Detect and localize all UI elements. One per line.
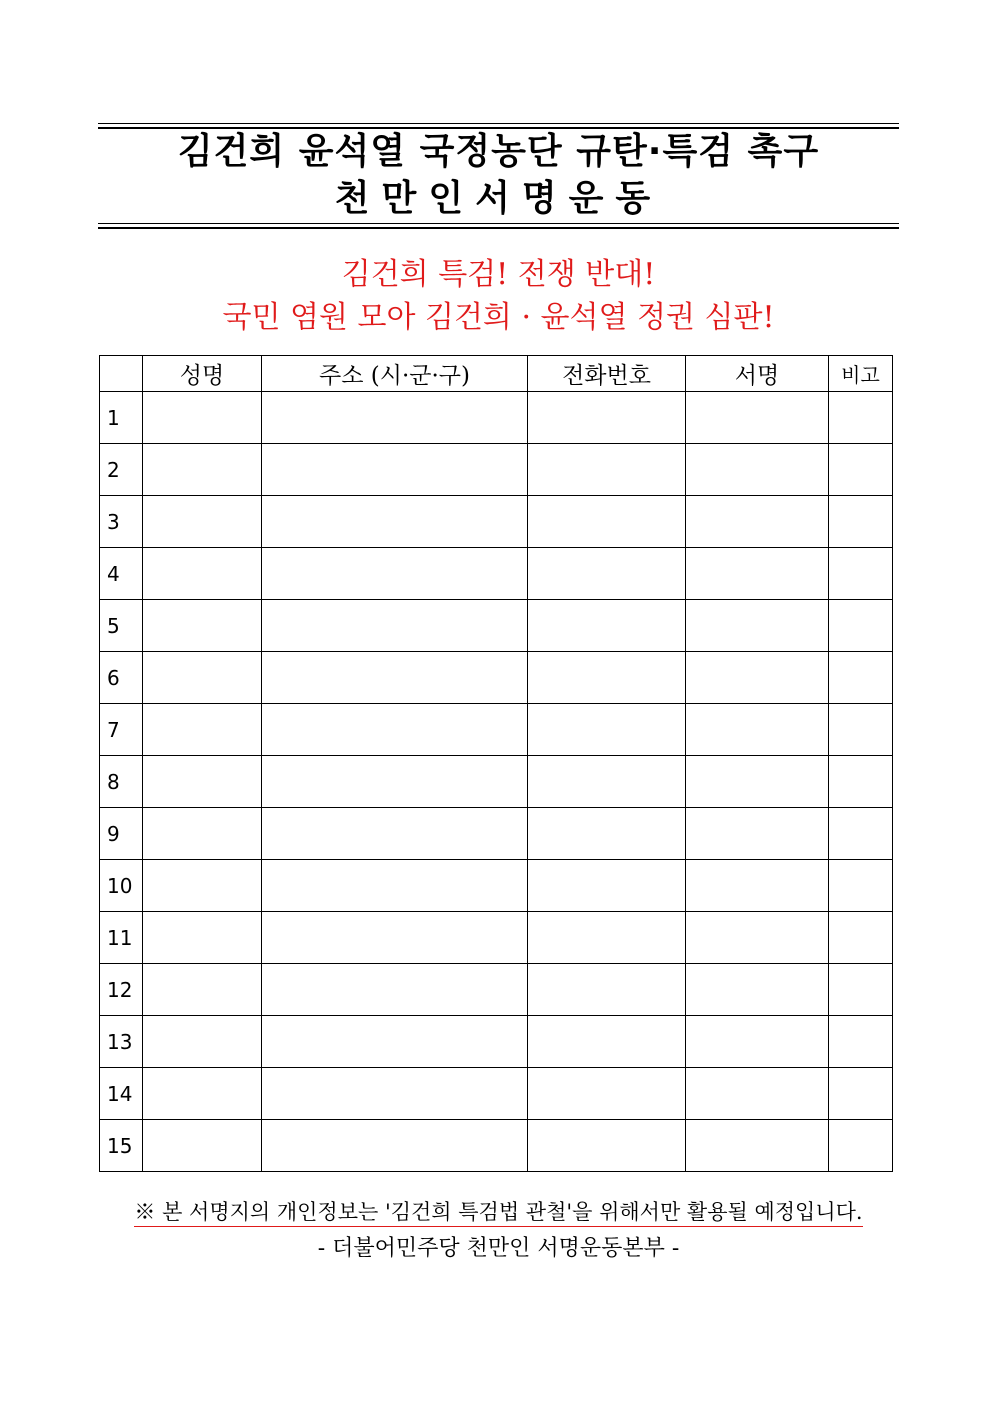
row-number: 2 xyxy=(100,444,143,496)
note-cell[interactable] xyxy=(829,756,893,808)
address-cell[interactable] xyxy=(262,1068,528,1120)
address-cell[interactable] xyxy=(262,860,528,912)
name-cell[interactable] xyxy=(143,444,262,496)
signature-cell[interactable] xyxy=(686,652,829,704)
signature-cell[interactable] xyxy=(686,860,829,912)
address-cell[interactable] xyxy=(262,392,528,444)
signature-cell[interactable] xyxy=(686,496,829,548)
note-cell[interactable] xyxy=(829,548,893,600)
row-number: 5 xyxy=(100,600,143,652)
table-row xyxy=(100,600,893,652)
page-title: 김건희 윤석열 국정농단 규탄·특검 촉구 xyxy=(177,131,820,172)
phone-cell[interactable] xyxy=(528,756,686,808)
note-cell[interactable] xyxy=(829,912,893,964)
phone-cell[interactable] xyxy=(528,808,686,860)
header-address: 주소 (시·군·구) xyxy=(262,356,528,392)
row-number: 3 xyxy=(100,496,143,548)
phone-cell[interactable] xyxy=(528,444,686,496)
slogan-line-1: 김건희 특검! 전쟁 반대! xyxy=(341,257,656,292)
phone-cell[interactable] xyxy=(528,496,686,548)
header-phone: 전화번호 xyxy=(528,356,686,392)
privacy-notice-text: ※ 본 서명지의 개인정보는 '김건희 특검법 관철'을 위해서만 활용될 예정입니다. xyxy=(134,1200,862,1227)
table-row xyxy=(100,392,893,444)
note-cell[interactable] xyxy=(829,392,893,444)
signature-cell[interactable] xyxy=(686,704,829,756)
slogan-line-2: 국민 염원 모아 김건희 · 윤석열 정권 심판! xyxy=(222,300,775,335)
row-number: 11 xyxy=(100,912,143,964)
table-row xyxy=(100,808,893,860)
address-cell[interactable] xyxy=(262,652,528,704)
note-cell[interactable] xyxy=(829,600,893,652)
name-cell[interactable] xyxy=(143,1120,262,1172)
name-cell[interactable] xyxy=(143,392,262,444)
phone-cell[interactable] xyxy=(528,392,686,444)
table-row xyxy=(100,548,893,600)
table-row xyxy=(100,1016,893,1068)
note-cell[interactable] xyxy=(829,964,893,1016)
phone-cell[interactable] xyxy=(528,1120,686,1172)
row-number: 7 xyxy=(100,704,143,756)
signature-cell[interactable] xyxy=(686,1120,829,1172)
name-cell[interactable] xyxy=(143,704,262,756)
address-cell[interactable] xyxy=(262,756,528,808)
name-cell[interactable] xyxy=(143,964,262,1016)
signature-cell[interactable] xyxy=(686,600,829,652)
signature-cell[interactable] xyxy=(686,548,829,600)
name-cell[interactable] xyxy=(143,548,262,600)
row-number: 9 xyxy=(100,808,143,860)
note-cell[interactable] xyxy=(829,652,893,704)
table-row xyxy=(100,1120,893,1172)
page-subtitle: 천만인서명운동 xyxy=(334,178,663,219)
signature-cell[interactable] xyxy=(686,964,829,1016)
address-cell[interactable] xyxy=(262,600,528,652)
table-row xyxy=(100,756,893,808)
name-cell[interactable] xyxy=(143,1068,262,1120)
table-row xyxy=(100,704,893,756)
name-cell[interactable] xyxy=(143,756,262,808)
header-note: 비고 xyxy=(829,356,893,392)
title-rule-bottom-thick xyxy=(98,227,899,229)
header-number xyxy=(100,356,143,392)
table-row xyxy=(100,496,893,548)
table-row xyxy=(100,1068,893,1120)
note-cell[interactable] xyxy=(829,1016,893,1068)
table-row xyxy=(100,964,893,1016)
name-cell[interactable] xyxy=(143,808,262,860)
phone-cell[interactable] xyxy=(528,1068,686,1120)
table-header-row xyxy=(100,356,893,392)
note-cell[interactable] xyxy=(829,1120,893,1172)
address-cell[interactable] xyxy=(262,1120,528,1172)
signature-cell[interactable] xyxy=(686,1068,829,1120)
title-rule-bottom-thin xyxy=(98,223,899,224)
header-signature: 서명 xyxy=(686,356,829,392)
phone-cell[interactable] xyxy=(528,964,686,1016)
row-number: 15 xyxy=(100,1120,143,1172)
row-number: 1 xyxy=(100,392,143,444)
row-number: 14 xyxy=(100,1068,143,1120)
note-cell[interactable] xyxy=(829,496,893,548)
phone-cell[interactable] xyxy=(528,652,686,704)
table-row xyxy=(100,444,893,496)
row-number: 13 xyxy=(100,1016,143,1068)
header-name: 성명 xyxy=(143,356,262,392)
table-row xyxy=(100,652,893,704)
title-rule-top-thick xyxy=(98,127,899,129)
privacy-notice xyxy=(98,1198,899,1226)
signature-cell[interactable] xyxy=(686,912,829,964)
name-cell[interactable] xyxy=(143,860,262,912)
signature-cell[interactable] xyxy=(686,444,829,496)
address-cell[interactable] xyxy=(262,444,528,496)
row-number: 8 xyxy=(100,756,143,808)
row-number: 12 xyxy=(100,964,143,1016)
address-cell[interactable] xyxy=(262,808,528,860)
table-row xyxy=(100,860,893,912)
phone-cell[interactable] xyxy=(528,548,686,600)
note-cell[interactable] xyxy=(829,860,893,912)
table-row xyxy=(100,912,893,964)
name-cell[interactable] xyxy=(143,1016,262,1068)
phone-cell[interactable] xyxy=(528,912,686,964)
address-cell[interactable] xyxy=(262,496,528,548)
organization-name: - 더불어민주당 천만인 서명운동본부 - xyxy=(317,1236,680,1261)
note-cell[interactable] xyxy=(829,808,893,860)
name-cell[interactable] xyxy=(143,496,262,548)
phone-cell[interactable] xyxy=(528,1016,686,1068)
note-cell[interactable] xyxy=(829,1068,893,1120)
table-body xyxy=(100,392,893,1172)
signature-cell[interactable] xyxy=(686,1016,829,1068)
name-cell[interactable] xyxy=(143,912,262,964)
name-cell[interactable] xyxy=(143,600,262,652)
signature-cell[interactable] xyxy=(686,392,829,444)
name-cell[interactable] xyxy=(143,652,262,704)
phone-cell[interactable] xyxy=(528,600,686,652)
signature-cell[interactable] xyxy=(686,808,829,860)
note-cell[interactable] xyxy=(829,444,893,496)
signature-cell[interactable] xyxy=(686,756,829,808)
row-number: 6 xyxy=(100,652,143,704)
note-cell[interactable] xyxy=(829,704,893,756)
row-number: 4 xyxy=(100,548,143,600)
phone-cell[interactable] xyxy=(528,860,686,912)
address-cell[interactable] xyxy=(262,964,528,1016)
signature-table xyxy=(99,355,893,1172)
address-cell[interactable] xyxy=(262,1016,528,1068)
phone-cell[interactable] xyxy=(528,704,686,756)
address-cell[interactable] xyxy=(262,548,528,600)
address-cell[interactable] xyxy=(262,704,528,756)
title-rule-top-thin xyxy=(98,123,899,124)
address-cell[interactable] xyxy=(262,912,528,964)
row-number: 10 xyxy=(100,860,143,912)
